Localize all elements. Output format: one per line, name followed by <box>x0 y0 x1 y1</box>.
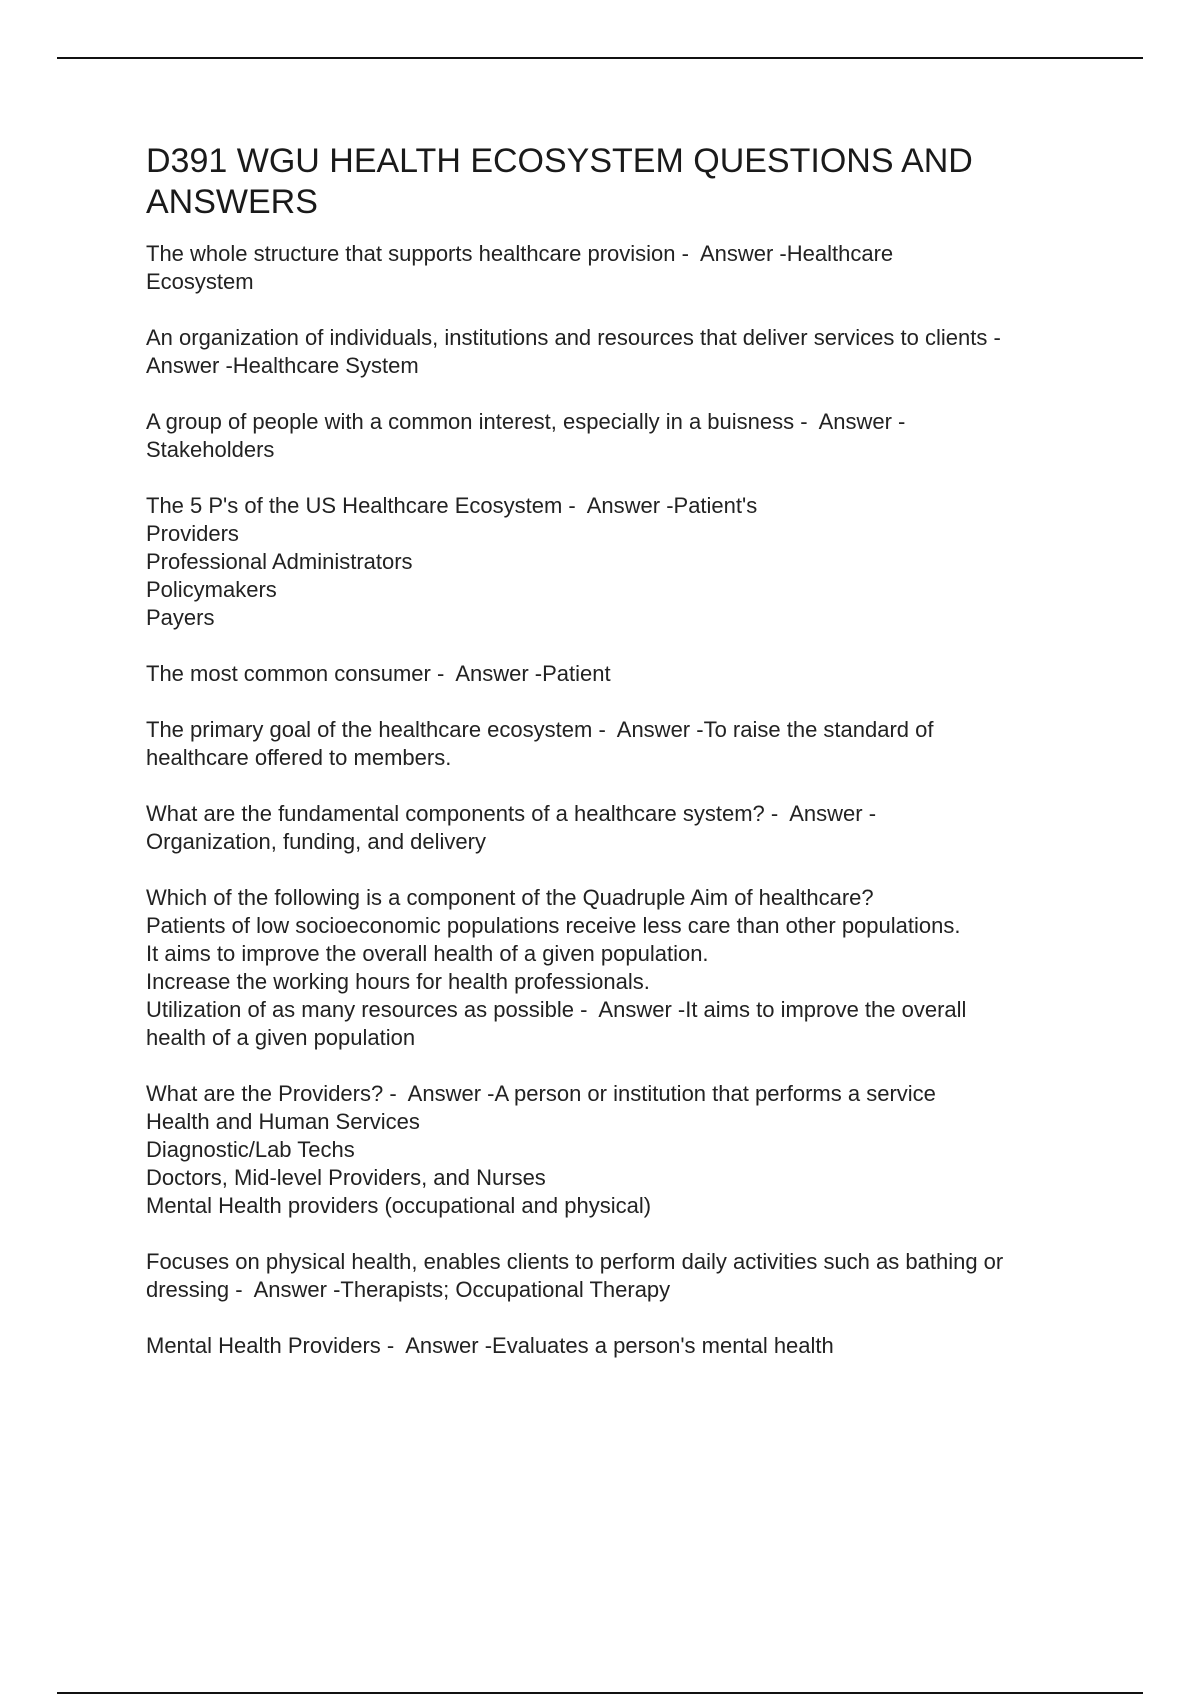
qa-line: What are the Providers? - Answer -A person or institution that performs a service <box>146 1081 936 1106</box>
qa-line: dressing - Answer -Therapists; Occupational Therapy <box>146 1277 671 1302</box>
qa-entry <box>146 884 1106 1052</box>
qa-line: Doctors, Mid-level Providers, and Nurses <box>146 1165 546 1190</box>
top-divider <box>57 57 1143 59</box>
qa-line: The most common consumer - Answer -Patient <box>146 661 611 686</box>
qa-line: Answer -Healthcare System <box>146 353 419 378</box>
qa-line: It aims to improve the overall health of a given population. <box>146 941 709 966</box>
qa-entry <box>146 492 1106 632</box>
qa-line: healthcare offered to members. <box>146 745 452 770</box>
qa-line: Professional Administrators <box>146 549 413 574</box>
qa-entry <box>146 408 1106 464</box>
qa-entry <box>146 1248 1106 1304</box>
qa-line: Patients of low socioeconomic populations receive less care than other populations. <box>146 913 961 938</box>
qa-line: Diagnostic/Lab Techs <box>146 1137 355 1162</box>
qa-line: The primary goal of the healthcare ecosystem - Answer -To raise the standard of <box>146 717 934 742</box>
qa-line: An organization of individuals, institutions and resources that deliver services to clients - <box>146 325 1001 350</box>
qa-line: health of a given population <box>146 1025 416 1050</box>
qa-line: The 5 P's of the US Healthcare Ecosystem - Answer -Patient's <box>146 493 758 518</box>
qa-line: Mental Health Providers - Answer -Evaluates a person's mental health <box>146 1333 834 1358</box>
qa-line: Which of the following is a component of the Quadruple Aim of healthcare? <box>146 885 874 910</box>
qa-list <box>146 240 1106 1360</box>
qa-entry <box>146 800 1106 856</box>
qa-line: Mental Health providers (occupational and physical) <box>146 1193 652 1218</box>
qa-line: Providers <box>146 521 239 546</box>
qa-entry <box>146 240 1106 296</box>
qa-line: Ecosystem <box>146 269 254 294</box>
qa-line: Health and Human Services <box>146 1109 420 1134</box>
bottom-divider <box>57 1692 1143 1694</box>
qa-line: The whole structure that supports healthcare provision - Answer -Healthcare <box>146 241 894 266</box>
qa-line: A group of people with a common interest, especially in a buisness - Answer - <box>146 409 906 434</box>
qa-line: Organization, funding, and delivery <box>146 829 486 854</box>
qa-entry <box>146 324 1106 380</box>
qa-line: Stakeholders <box>146 437 275 462</box>
qa-line: Payers <box>146 605 215 630</box>
qa-entry <box>146 1080 1106 1220</box>
document-body <box>146 141 1106 1388</box>
qa-line: What are the fundamental components of a healthcare system? - Answer - <box>146 801 877 826</box>
qa-line: Increase the working hours for health professionals. <box>146 969 650 994</box>
qa-line: Utilization of as many resources as possible - Answer -It aims to improve the overall <box>146 997 967 1022</box>
qa-line: Focuses on physical health, enables clients to perform daily activities such as bathing or <box>146 1249 1004 1274</box>
qa-entry <box>146 716 1106 772</box>
document-title: D391 WGU HEALTH ECOSYSTEM QUESTIONS AND ANSWERS <box>146 142 973 221</box>
qa-entry <box>146 1332 1106 1360</box>
qa-entry <box>146 660 1106 688</box>
qa-line: Policymakers <box>146 577 277 602</box>
